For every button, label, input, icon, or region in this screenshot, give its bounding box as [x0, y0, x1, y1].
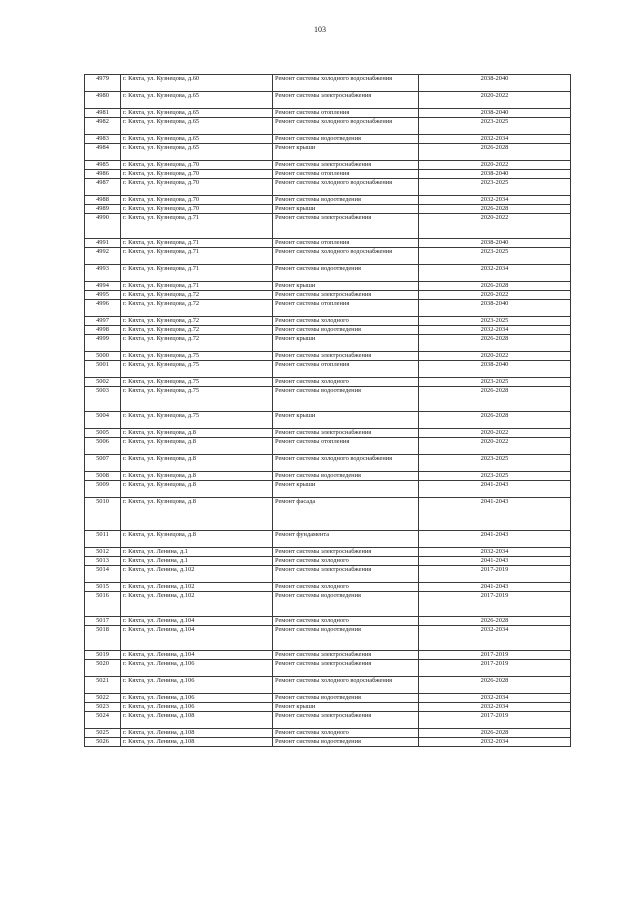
row-address: г. Кяхта, ул. Ленина, д.102 [121, 566, 273, 583]
table-row [85, 651, 571, 660]
row-address: г. Кяхта, ул. Кузнецова, д.70 [121, 161, 273, 170]
row-work-type: Ремонт системы электроснабжения [273, 566, 419, 583]
row-period: 2023-2025 [419, 317, 571, 326]
row-address: г. Кяхта, ул. Кузнецова, д.65 [121, 118, 273, 135]
table-row [85, 617, 571, 626]
row-address: г. Кяхта, ул. Кузнецова, д.8 [121, 498, 273, 531]
table-row [85, 412, 571, 429]
row-work-type: Ремонт системы водоотведения [273, 592, 419, 617]
table-row [85, 729, 571, 738]
row-period: 2023-2025 [419, 118, 571, 135]
row-address: г. Кяхта, ул. Кузнецова, д.8 [121, 481, 273, 498]
table-row [85, 118, 571, 135]
row-period: 2026-2028 [419, 205, 571, 214]
row-address: г. Кяхта, ул. Кузнецова, д.8 [121, 472, 273, 481]
row-period: 2032-2034 [419, 703, 571, 712]
row-period: 2032-2034 [419, 694, 571, 703]
table-row [85, 592, 571, 617]
row-period: 2026-2028 [419, 282, 571, 291]
row-number: 5021 [85, 677, 121, 694]
row-work-type: Ремонт системы электроснабжения [273, 352, 419, 361]
row-number: 5015 [85, 583, 121, 592]
row-address: г. Кяхта, ул. Ленина, д.102 [121, 592, 273, 617]
row-number: 5025 [85, 729, 121, 738]
row-number: 5026 [85, 738, 121, 747]
row-period: 2026-2028 [419, 335, 571, 352]
row-address: г. Кяхта, ул. Кузнецова, д.8 [121, 531, 273, 548]
table-row [85, 712, 571, 729]
row-work-type: Ремонт системы холодного [273, 729, 419, 738]
row-number: 4993 [85, 265, 121, 282]
row-number: 5023 [85, 703, 121, 712]
row-period: 2032-2034 [419, 326, 571, 335]
row-address: г. Кяхта, ул. Кузнецова, д.72 [121, 335, 273, 352]
row-work-type: Ремонт системы водоотведения [273, 626, 419, 651]
row-address: г. Кяхта, ул. Кузнецова, д.65 [121, 144, 273, 161]
row-address: г. Кяхта, ул. Ленина, д.104 [121, 651, 273, 660]
row-number: 5020 [85, 660, 121, 677]
row-address: г. Кяхта, ул. Ленина, д.108 [121, 712, 273, 729]
table-row [85, 438, 571, 455]
row-period: 2038-2040 [419, 109, 571, 118]
row-number: 4999 [85, 335, 121, 352]
table-row [85, 694, 571, 703]
row-address: г. Кяхта, ул. Кузнецова, д.71 [121, 248, 273, 265]
table-row [85, 387, 571, 412]
row-work-type: Ремонт системы отопления [273, 438, 419, 455]
table-row [85, 161, 571, 170]
row-address: г. Кяхта, ул. Кузнецова, д.8 [121, 429, 273, 438]
table-row [85, 429, 571, 438]
table-row [85, 317, 571, 326]
row-period: 2026-2028 [419, 677, 571, 694]
row-work-type: Ремонт системы холодного водоснабжения [273, 75, 419, 92]
table-row [85, 239, 571, 248]
row-work-type: Ремонт крыши [273, 144, 419, 161]
table-row [85, 282, 571, 291]
table-row [85, 455, 571, 472]
row-period: 2041-2043 [419, 583, 571, 592]
row-address: г. Кяхта, ул. Кузнецова, д.70 [121, 170, 273, 179]
row-work-type: Ремонт системы отопления [273, 109, 419, 118]
row-number: 4996 [85, 300, 121, 317]
row-address: г. Кяхта, ул. Кузнецова, д.65 [121, 135, 273, 144]
row-number: 5002 [85, 378, 121, 387]
row-number: 4994 [85, 282, 121, 291]
table-row [85, 300, 571, 317]
row-number: 4989 [85, 205, 121, 214]
row-period: 2032-2034 [419, 548, 571, 557]
row-work-type: Ремонт системы электроснабжения [273, 712, 419, 729]
row-work-type: Ремонт системы отопления [273, 300, 419, 317]
row-work-type: Ремонт системы электроснабжения [273, 548, 419, 557]
table-row [85, 498, 571, 531]
row-work-type: Ремонт системы отопления [273, 170, 419, 179]
row-number: 5011 [85, 531, 121, 548]
table-row [85, 703, 571, 712]
row-work-type: Ремонт фундамента [273, 531, 419, 548]
page-number: 103 [314, 25, 326, 34]
row-number: 4987 [85, 179, 121, 196]
table-row [85, 109, 571, 118]
row-period: 2020-2022 [419, 161, 571, 170]
row-period: 2020-2022 [419, 214, 571, 239]
row-period: 2032-2034 [419, 196, 571, 205]
table-row [85, 179, 571, 196]
row-address: г. Кяхта, ул. Кузнецова, д.71 [121, 282, 273, 291]
row-address: г. Кяхта, ул. Кузнецова, д.72 [121, 326, 273, 335]
row-period: 2038-2040 [419, 170, 571, 179]
table-row [85, 135, 571, 144]
row-address: г. Кяхта, ул. Ленина, д.106 [121, 703, 273, 712]
row-number: 5009 [85, 481, 121, 498]
row-number: 5017 [85, 617, 121, 626]
row-number: 5005 [85, 429, 121, 438]
row-work-type: Ремонт крыши [273, 703, 419, 712]
row-period: 2041-2043 [419, 531, 571, 548]
row-work-type: Ремонт системы водоотведения [273, 135, 419, 144]
row-number: 5001 [85, 361, 121, 378]
table-row [85, 248, 571, 265]
table-row [85, 291, 571, 300]
row-number: 4998 [85, 326, 121, 335]
row-address: г. Кяхта, ул. Кузнецова, д.75 [121, 361, 273, 378]
row-number: 5012 [85, 548, 121, 557]
row-period: 2038-2040 [419, 300, 571, 317]
row-address: г. Кяхта, ул. Кузнецова, д.70 [121, 196, 273, 205]
table-row [85, 326, 571, 335]
row-work-type: Ремонт системы холодного [273, 617, 419, 626]
table-row [85, 378, 571, 387]
row-period: 2020-2022 [419, 438, 571, 455]
row-number: 5022 [85, 694, 121, 703]
row-work-type: Ремонт системы холодного водоснабжения [273, 118, 419, 135]
table-row [85, 170, 571, 179]
row-address: г. Кяхта, ул. Кузнецова, д.71 [121, 239, 273, 248]
table-row [85, 660, 571, 677]
table-row [85, 557, 571, 566]
row-address: г. Кяхта, ул. Кузнецова, д.75 [121, 387, 273, 412]
row-work-type: Ремонт фасада [273, 498, 419, 531]
table-row [85, 583, 571, 592]
row-number: 5024 [85, 712, 121, 729]
row-number: 5000 [85, 352, 121, 361]
row-work-type: Ремонт системы водоотведения [273, 387, 419, 412]
table-row [85, 196, 571, 205]
row-number: 4990 [85, 214, 121, 239]
row-period: 2026-2028 [419, 617, 571, 626]
row-number: 4992 [85, 248, 121, 265]
table-row [85, 352, 571, 361]
row-period: 2026-2028 [419, 144, 571, 161]
row-address: г. Кяхта, ул. Ленина, д.106 [121, 694, 273, 703]
row-period: 2017-2019 [419, 712, 571, 729]
row-period: 2020-2022 [419, 291, 571, 300]
row-address: г. Кяхта, ул. Кузнецова, д.75 [121, 352, 273, 361]
row-number: 4997 [85, 317, 121, 326]
row-period: 2023-2025 [419, 455, 571, 472]
row-work-type: Ремонт системы электроснабжения [273, 214, 419, 239]
row-address: г. Кяхта, ул. Ленина, д.102 [121, 583, 273, 592]
row-period: 2023-2025 [419, 472, 571, 481]
row-period: 2038-2040 [419, 361, 571, 378]
row-work-type: Ремонт крыши [273, 282, 419, 291]
row-work-type: Ремонт системы электроснабжения [273, 291, 419, 300]
row-period: 2020-2022 [419, 352, 571, 361]
row-work-type: Ремонт системы водоотведения [273, 265, 419, 282]
row-number: 5019 [85, 651, 121, 660]
row-address: г. Кяхта, ул. Кузнецова, д.72 [121, 291, 273, 300]
table-row [85, 92, 571, 109]
row-period: 2017-2019 [419, 651, 571, 660]
row-number: 4986 [85, 170, 121, 179]
row-number: 5003 [85, 387, 121, 412]
row-work-type: Ремонт системы электроснабжения [273, 92, 419, 109]
row-period: 2017-2019 [419, 660, 571, 677]
row-address: г. Кяхта, ул. Кузнецова, д.70 [121, 179, 273, 196]
row-number: 4981 [85, 109, 121, 118]
row-work-type: Ремонт системы электроснабжения [273, 429, 419, 438]
row-work-type: Ремонт системы холодного [273, 378, 419, 387]
row-period: 2017-2019 [419, 592, 571, 617]
row-period: 2020-2022 [419, 429, 571, 438]
row-number: 4984 [85, 144, 121, 161]
row-number: 5018 [85, 626, 121, 651]
row-address: г. Кяхта, ул. Кузнецова, д.71 [121, 214, 273, 239]
row-address: г. Кяхта, ул. Кузнецова, д.71 [121, 265, 273, 282]
row-work-type: Ремонт крыши [273, 481, 419, 498]
table-row [85, 548, 571, 557]
row-number: 5006 [85, 438, 121, 455]
row-work-type: Ремонт системы отопления [273, 361, 419, 378]
row-period: 2032-2034 [419, 738, 571, 747]
row-period: 2041-2043 [419, 557, 571, 566]
row-address: г. Кяхта, ул. Кузнецова, д.8 [121, 455, 273, 472]
row-address: г. Кяхта, ул. Ленина, д.104 [121, 617, 273, 626]
row-number: 4979 [85, 75, 121, 92]
row-number: 4982 [85, 118, 121, 135]
table-row [85, 361, 571, 378]
row-work-type: Ремонт системы электроснабжения [273, 651, 419, 660]
table-row [85, 75, 571, 92]
row-address: г. Кяхта, ул. Ленина, д.106 [121, 660, 273, 677]
row-number: 5010 [85, 498, 121, 531]
row-address: г. Кяхта, ул. Кузнецова, д.70 [121, 205, 273, 214]
row-number: 5014 [85, 566, 121, 583]
row-work-type: Ремонт системы холодного водоснабжения [273, 179, 419, 196]
row-address: г. Кяхта, ул. Кузнецова, д.75 [121, 412, 273, 429]
row-address: г. Кяхта, ул. Кузнецова, д.60 [121, 75, 273, 92]
row-work-type: Ремонт системы водоотведения [273, 694, 419, 703]
row-work-type: Ремонт системы холодного [273, 557, 419, 566]
row-number: 5016 [85, 592, 121, 617]
row-address: г. Кяхта, ул. Ленина, д.1 [121, 548, 273, 557]
row-period: 2023-2025 [419, 378, 571, 387]
row-period: 2026-2028 [419, 729, 571, 738]
row-period: 2026-2028 [419, 387, 571, 412]
row-work-type: Ремонт системы водоотведения [273, 738, 419, 747]
row-period: 2032-2034 [419, 265, 571, 282]
row-address: г. Кяхта, ул. Кузнецова, д.8 [121, 438, 273, 455]
row-address: г. Кяхта, ул. Ленина, д.108 [121, 738, 273, 747]
table-row [85, 566, 571, 583]
row-work-type: Ремонт системы отопления [273, 239, 419, 248]
row-number: 4983 [85, 135, 121, 144]
table-row [85, 472, 571, 481]
row-work-type: Ремонт системы холодного водоснабжения [273, 455, 419, 472]
row-period: 2041-2043 [419, 498, 571, 531]
row-address: г. Кяхта, ул. Кузнецова, д.72 [121, 300, 273, 317]
row-number: 4985 [85, 161, 121, 170]
row-period: 2017-2019 [419, 566, 571, 583]
row-address: г. Кяхта, ул. Кузнецова, д.65 [121, 109, 273, 118]
row-period: 2038-2040 [419, 75, 571, 92]
row-work-type: Ремонт системы электроснабжения [273, 161, 419, 170]
row-address: г. Кяхта, ул. Ленина, д.108 [121, 729, 273, 738]
repair-schedule-table [84, 74, 571, 747]
row-number: 4995 [85, 291, 121, 300]
row-work-type: Ремонт крыши [273, 412, 419, 429]
row-number: 4988 [85, 196, 121, 205]
table-row [85, 531, 571, 548]
row-address: г. Кяхта, ул. Ленина, д.106 [121, 677, 273, 694]
row-work-type: Ремонт системы водоотведения [273, 196, 419, 205]
row-period: 2032-2034 [419, 135, 571, 144]
table-row [85, 265, 571, 282]
row-address: г. Кяхта, ул. Кузнецова, д.72 [121, 317, 273, 326]
row-work-type: Ремонт крыши [273, 205, 419, 214]
row-address: г. Кяхта, ул. Кузнецова, д.65 [121, 92, 273, 109]
row-work-type: Ремонт системы холодного водоснабжения [273, 248, 419, 265]
row-work-type: Ремонт системы холодного [273, 317, 419, 326]
row-period: 2038-2040 [419, 239, 571, 248]
row-period: 2023-2025 [419, 248, 571, 265]
row-number: 5013 [85, 557, 121, 566]
table-body [85, 75, 571, 747]
table-row [85, 205, 571, 214]
row-address: г. Кяхта, ул. Кузнецова, д.75 [121, 378, 273, 387]
row-number: 5007 [85, 455, 121, 472]
row-period: 2026-2028 [419, 412, 571, 429]
row-period: 2041-2043 [419, 481, 571, 498]
row-number: 4980 [85, 92, 121, 109]
table-row [85, 335, 571, 352]
row-work-type: Ремонт системы холодного [273, 583, 419, 592]
row-work-type: Ремонт системы водоотведения [273, 326, 419, 335]
table-row [85, 677, 571, 694]
table-row [85, 214, 571, 239]
row-number: 5004 [85, 412, 121, 429]
row-number: 4991 [85, 239, 121, 248]
table-row [85, 481, 571, 498]
table-row [85, 626, 571, 651]
table-row [85, 738, 571, 747]
row-work-type: Ремонт системы электроснабжения [273, 660, 419, 677]
row-address: г. Кяхта, ул. Ленина, д.1 [121, 557, 273, 566]
row-work-type: Ремонт крыши [273, 335, 419, 352]
table-row [85, 144, 571, 161]
row-work-type: Ремонт системы холодного водоснабжения [273, 677, 419, 694]
row-address: г. Кяхта, ул. Ленина, д.104 [121, 626, 273, 651]
row-period: 2032-2034 [419, 626, 571, 651]
row-period: 2020-2022 [419, 92, 571, 109]
row-number: 5008 [85, 472, 121, 481]
row-period: 2023-2025 [419, 179, 571, 196]
row-work-type: Ремонт системы водоотведения [273, 472, 419, 481]
